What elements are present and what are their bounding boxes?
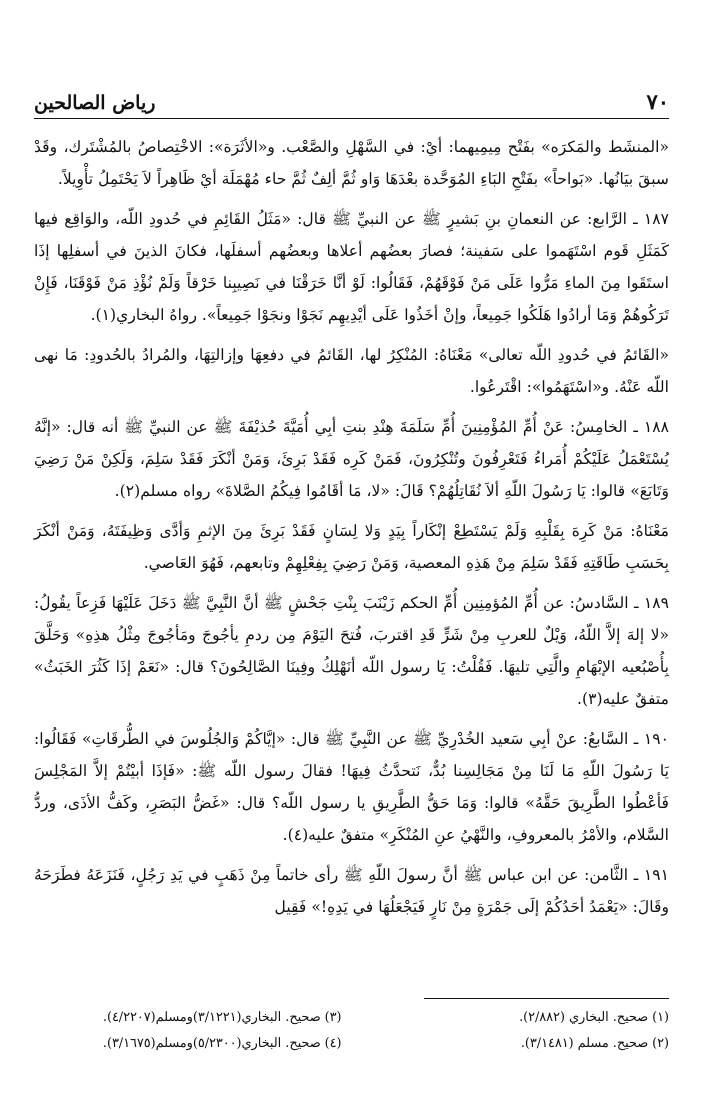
paragraph: ١٨٧ ـ الرَّابع: عن النعمانِ بنِ بَشيرٍ ﷺ عن النبيِّ ﷺ قال: «مَثَلُ القَائِمِ في حُدودِ اللّه، والوَاقِع فيها كَمَثَلِ قَوم اسْتَهَموا على سَفينة؛ فصارَ بعضُهم أعلاها وبعضُهم أسفلَها، فكانَ الذينَ في أسفلِها إذَا استَقَوا مِنَ الماءِ مَرُّوا عَلَى مَنْ فَوْقَهُمْ، فَقَالُوا: لَوْ أنَّا خَرَقْنَا في نَصِيبِنا خَرْقاً وَلَمْ نُؤْذِ مَنْ فَوْقَنَا، فَإِنْ تَرَكُوهُمْ وَمَا أرادُوا هَلَكُوا جَمِيعاً، وإنْ أخَذُوا عَلَى أيْدِيهِم نَجَوْا ونجَوْا جَمِيعاً». رواهُ البخاري(١). <box>34 210 669 324</box>
paragraph: «المنشَط والمَكرَه» بفَتْح مِيمِيهما: أيْ: في السَّهْلِ والصَّعْب. و«الأثَرَة»: الاخْتِصاصُ بالمُشْتَرك، وقَدْ سبقَ بيَانُها. «بَواحاً» بفَتْحِ البَاءِ المُوَحَّدة بعْدَهَا وَاو ثُمَّ ألِفٌ ثُمَّ حاء مُهْمَلَة أيْ ظَاهِراً لاَ يَحْتَمِلُ تأْوِيلاً. <box>34 138 669 188</box>
page-number: ٧٠ <box>646 89 669 114</box>
footnote-3: (٣) صحيح. البخاري(٣/١٢٢١)ومسلم(٤/٢٢٠٧). <box>102 1010 342 1025</box>
paragraph: «القَائمُ في حُدودِ اللّه تعالى» مَعْنَاهُ: المُنْكِرُ لها، القَائمُ في دفعِهَا وإزالتِهَا، والمُرادُ بالحُدودِ: مَا نهى اللّه عَنْهُ. و«اسْتَهَمُوا»: اقْتَرعُوا. <box>34 346 669 396</box>
footnote-4: (٤) صحيح. البخاري(٥/٢٣٠٠)ومسلم(٣/١٦٧٥). <box>102 1036 342 1051</box>
main-text <box>34 131 669 923</box>
paragraph: ١٩١ ـ الثَّامن: عن ابن عباس ﷺ أنَّ رسولَ اللّهِ ﷺ رأى خاتماً مِنْ ذَهَبٍ في يَدِ رَجُلٍ، فَنَزَعَهُ فطَرَحَهُ وقَالَ: «يَعْمَدُ أحَدُكُمْ إلَى جَمْرَةٍ مِنْ نَارٍ فَيَجْعَلُهَا في يَدِهِ!» فَقِيل <box>34 866 669 916</box>
paragraph: ١٨٨ ـ الخامِسُ: عَنْ أُمِّ المُؤْمِنِينَ أُمِّ سَلَمَةَ هِنْدِ بنتِ أبِي أُمَيَّةَ حُذيْفَةَ ﷺ عن النبيِّ ﷺ أنه قال: «إنَّهُ يُسْتَعْمَلُ عَلَيْكُمْ أُمَراءُ فَتَعْرِفُونَ وتُنْكِرُونَ، فَمَنْ كَرِه فَقَدْ بَرِئَ، وَمَنْ أنْكَرَ فَقَدْ سَلِمَ، وَلَكِنْ مَنْ رَضِيَ وَتَابَعَ» قالوا: يَا رَسُولَ اللّهِ ألاَ نُقَاتِلُهُمْ؟ قَالَ: «لا، مَا أقَامُوا فِيكُمُ الصَّلاةَ» رواه مسلم(٢). <box>34 418 669 500</box>
footnotes <box>34 1008 669 1054</box>
footnote-1: (١) صحيح. البخاري (٢/٨٨٢). <box>519 1010 669 1025</box>
paragraph: ١٨٩ ـ السَّادسُ: عن أُمِّ المُؤمِنِين أُمِّ الحكم زَيْنَبَ بِنْتِ جَحْشٍ ﷺ أنَّ النَّبِيَّ ﷺ دَخَلَ عَلَيْهَا فَزِعاً يقُولُ: «لا إلهَ إلاَّ اللّهُ، وَيْلٌ للعربِ مِنْ شَرٍّ قَدِ اقتربَ، فُتحَ اليَوْمَ مِن ردمِ يأجُوجَ ومَأجُوجَ مِثْلُ هذِهِ» وَحَلَّقَ بِأُصْبُعيه الإبْهَامِ والَّتِي تليهَا. فَقُلْتُ: يَا رسول اللّه أنَهْلِكُ وفِينَا الصَّالِحُونَ؟ قال: «نَعَمْ إذَا كَثُرَ الخَبَثُ» متفقٌ عليه(٣). <box>34 594 669 708</box>
paragraph: ١٩٠ ـ السَّابعُ: عنْ أبِي سَعيد الخُدْرِيِّ ﷺ عن النَّبِيِّ ﷺ قال: «إيَّاكُمْ وَالجُلُوسَ في الطُّرقَاتِ» فَقَالُوا: يَا رَسُولَ اللّهِ مَا لَنَا مِنْ مَجَالِسِنا بُدٌّ، نَتحدَّثُ فِيهَا! فقالَ رسول اللّه ﷺ: «فَإذَا أبيْتُمْ إلاَّ المَجْلِسَ فَأعْطُوا الطَّرِيقَ حَقَّهُ» قالوا: وَمَا حَقُّ الطَّرِيقِ يا رسول اللّه؟ قال: «غَضُّ البَصَرِ، وكَفُّ الأذَى، وردُّ السَّلام، والأمْرُ بالمعروفِ، والنَّهْيُ عنِ المُنْكَرِ» متفقٌ عليه(٤). <box>34 730 669 844</box>
footnote-divider <box>424 998 669 999</box>
page-header <box>34 88 669 119</box>
footnote-2: (٢) صحيح. مسلم (٣/١٤٨١). <box>520 1036 669 1051</box>
book-title: رياض الصالحين <box>34 92 156 114</box>
paragraph: مَعْنَاهُ: مَنْ كَرِهَ بِقَلْبِهِ وَلَمْ يَسْتَطِعْ إنْكَاراً بِيَدٍ وَلا لِسَانٍ فَقَدْ بَرِئَ مِنَ الإثمِ وَأدَّى وَظِيفَتَهُ، وَمَنْ أنْكَرَ بِحَسَبِ طَاقَتِهِ فَقَدْ سَلِمَ مِنْ هَذِهِ المعصية، وَمَنْ رَضِيَ بِفِعْلِهِمْ وتابعهم، فَهُوَ العَاصي. <box>34 522 670 572</box>
